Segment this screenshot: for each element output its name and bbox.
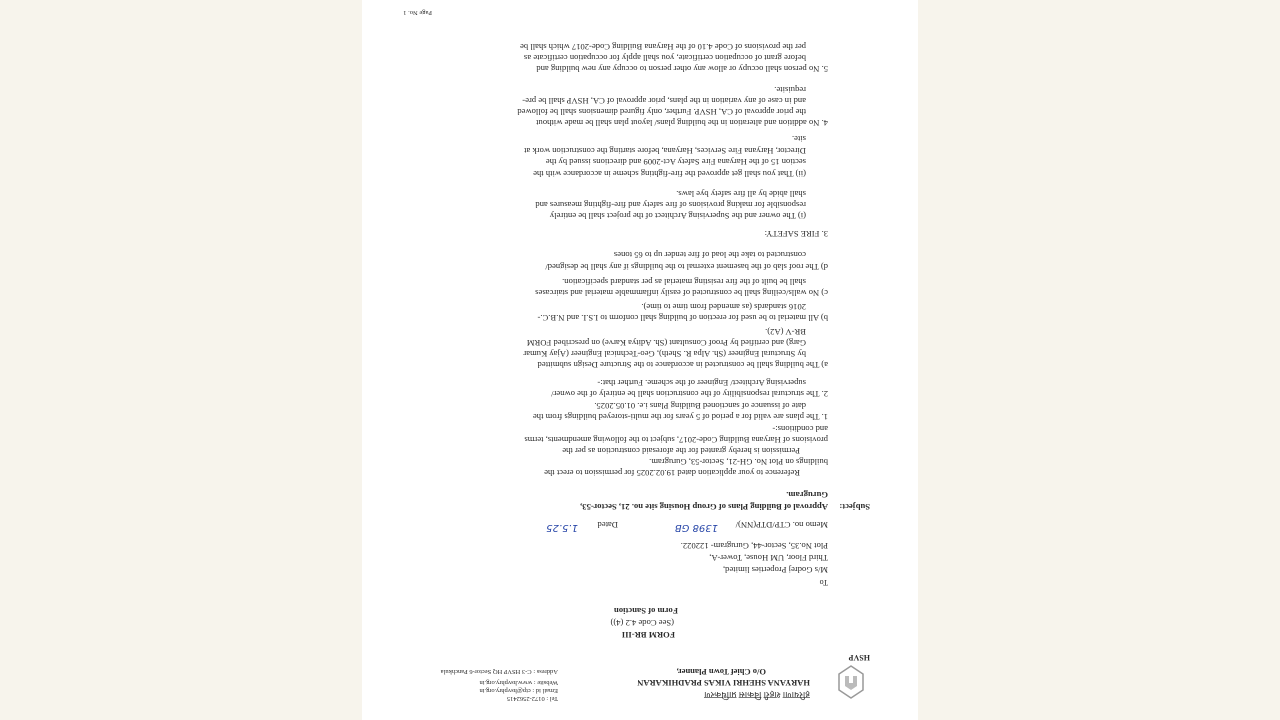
addressee-line: Third Floor, UM House, Tower-A, (709, 553, 828, 563)
memo-label: Memo no. CTP/DTP(NN)/ (735, 520, 828, 530)
contact-address: Address : C-3 HSVP HQ Sector-6 Panchkula (440, 668, 558, 675)
body-line: supervising Architect/ Engineer of the scheme. Further that:- (597, 378, 806, 388)
body-line: constructed to take the load of fire tender up to 65 tones (613, 250, 806, 260)
body-line: requisite. (774, 85, 806, 95)
body-line: date of issuance of sanctioned Building Plans i.e. 01.05.2025. (594, 401, 806, 411)
memo-date: 1.5.25 (546, 522, 578, 533)
body-line: b) All material to be used for erection of building shall conform to I.S.I. and N.B.C.- (537, 313, 828, 323)
body-line: (ii) That you shall get approved the fire-fighting scheme in accordance with the (533, 169, 806, 179)
contact-website: Website : www.hsvphry.org.in (479, 679, 558, 686)
body-line: 4. No addition and alteration in the building plans/ layout plan shall be made without (536, 118, 828, 128)
body-line: Permission is hereby granted for the aforesaid construction as per the (562, 446, 800, 456)
body-line: c) No walls/ceiling shall be constructed of easily inflammable material and staircases (535, 288, 828, 298)
subject-line: Gurugram. (786, 490, 828, 500)
body-line: 2. The structural responsibility of the construction shall be entirely of the owner/ (551, 389, 828, 399)
body-line: 3. FIRE SAFETY: (764, 229, 828, 239)
addressee-line: M/s Godrej Properties limited, (722, 565, 828, 575)
body-line: 2016 standards (as amended from time to time). (641, 302, 806, 312)
body-line: section 15 of the Haryana Fire Safety Act-2009 and directions issued by the (545, 157, 806, 167)
authority-name: HARYANA SHEHRI VIKAS PRADHIKARAN (637, 678, 810, 688)
office-name: O/o Chief Town Planner, (676, 667, 766, 677)
body-line: before grant of occupation certificate, you shall apply for occupation certificate as (523, 53, 806, 63)
contact-email: Email id : ctp@hsvphry.org.in (479, 687, 558, 694)
body-line: shall be built of the fire resisting material as per standard specification. (562, 277, 806, 287)
document-page (362, 0, 918, 720)
body-line: per the provisions of Code 4.10 of the Haryana Building Code-2017 which shall be (520, 42, 806, 52)
body-line: by Structural Engineer (Sh. Alpa R. Sheth), Geo-Technical Engineer (Ajay Kumar (523, 349, 806, 359)
body-line: (i) The owner and the Supervising Architect of the project shall be entirely (549, 211, 806, 221)
body-line: buildings on Plot No. GH-21, Sector-53, Gurugram. (649, 457, 828, 467)
contact-tel: Tel : 0172-2562415 (506, 695, 558, 702)
body-line: d) The roof slab of the basement external to the buildings if any shall be designed/ (545, 262, 828, 272)
body-line: 5. No person shall occupy or allow any other person to occupy any new building and (536, 64, 828, 74)
body-line: Reference to your application dated 19.02.2025 for permission to erect the (544, 468, 800, 478)
logo-text: HSVP (848, 653, 870, 662)
form-code: (See Code 4.2 (4)) (610, 618, 674, 628)
body-line: the prior approval of CA, HSVP. Further, only figured dimensions shall be followed (517, 107, 806, 117)
page-number: Page No. 1 (403, 9, 432, 16)
body-line: responsible for making provisions of fire safety and fire-fighting measures and (535, 200, 806, 210)
addressee-line: Plot No.35, Sector-44, Gurugram- 122022. (680, 541, 828, 551)
body-line: Director, Haryana Fire Services, Haryana, before starting the construction work at (524, 146, 806, 156)
body-line: site. (791, 134, 806, 144)
body-line: 1. The plans are valid for a period of 5 years for the multi-storeyed buildings from the (532, 412, 828, 422)
body-line: and conditions:- (772, 424, 828, 434)
memo-date-label: Dated (597, 520, 618, 530)
body-line: Garg) and certified by Proof Consultant (Sh. Aditya Karve) on prescribed FORM (526, 338, 806, 348)
hsvp-logo-icon (836, 664, 866, 700)
form-title: FORM BR-III (621, 630, 675, 640)
subject-line: Approval of Building Plans of Group Housing site no. 21, Sector-53, (580, 502, 828, 512)
hindi-authority-name: हरियाणा शहरी विकास प्राधिकरण (704, 690, 810, 700)
memo-number: 1398 GB (674, 522, 718, 533)
subject-label: Subject: (839, 502, 870, 512)
addressee-to: To (819, 578, 828, 587)
body-line: a) The building shall be constructed in accordance to the Structure Design submitted (537, 360, 828, 370)
body-line: and in case of any variation in the plans, prior approval of CA, HSVP shall be pre- (522, 96, 806, 106)
body-line: provisions of Haryana Building Code-2017, subject to the following amendments, terms (524, 435, 828, 445)
body-line: BR-V (A2). (765, 327, 806, 337)
body-line: shall abide by all fire safety bye laws. (676, 189, 806, 199)
rotated-document (362, 0, 918, 720)
form-subtitle: Form of Sanction (614, 606, 678, 616)
